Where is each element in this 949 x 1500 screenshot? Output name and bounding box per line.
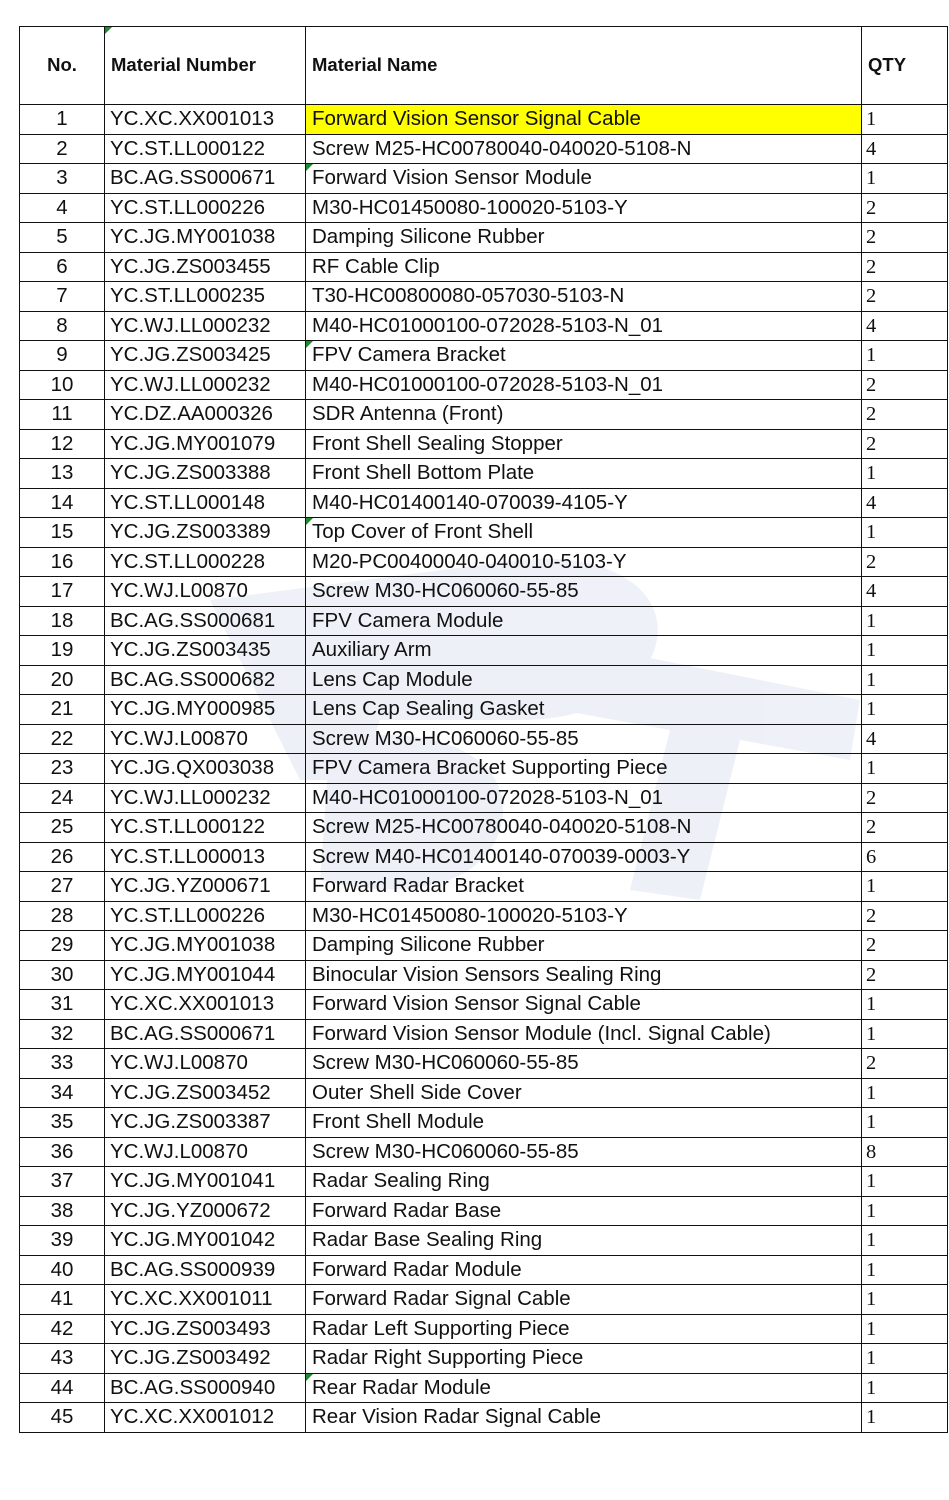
row-material-name (306, 1078, 862, 1108)
row-material-number: YC.JG.ZS003388 (105, 459, 306, 489)
row-qty: 2 (862, 429, 948, 459)
header-material-name: Material Name (306, 27, 862, 105)
row-no: 3 (20, 164, 105, 194)
row-material-name (306, 695, 862, 725)
row-material-name-label: Forward Radar Signal Cable (312, 1287, 571, 1310)
row-qty: 1 (862, 1167, 948, 1197)
row-material-name-label: Screw M30-HC060060-55-85 (312, 1051, 579, 1074)
row-material-number: YC.JG.ZS003425 (105, 341, 306, 371)
row-qty: 4 (862, 311, 948, 341)
row-material-name-label: Top Cover of Front Shell (312, 520, 534, 543)
table-row (20, 636, 948, 666)
table-row (20, 842, 948, 872)
table-row (20, 193, 948, 223)
row-qty: 1 (862, 990, 948, 1020)
row-no: 11 (20, 400, 105, 430)
row-qty: 2 (862, 783, 948, 813)
row-material-name-label: Screw M25-HC00780040-040020-5108-N (312, 136, 692, 160)
row-material-number: YC.ST.LL000228 (105, 547, 306, 577)
row-material-name-label: Radar Base Sealing Ring (312, 1228, 543, 1251)
row-material-name-label: Front Shell Module (312, 1110, 485, 1133)
table-row (20, 400, 948, 430)
row-qty: 1 (862, 1314, 948, 1344)
table-row (20, 1108, 948, 1138)
table-row (20, 1196, 948, 1226)
row-material-name (306, 901, 862, 931)
header-no: No. (20, 27, 105, 105)
header-material-number (105, 27, 306, 105)
row-no: 14 (20, 488, 105, 518)
row-material-name (306, 1019, 862, 1049)
row-material-name-label: Radar Left Supporting Piece (312, 1316, 570, 1340)
row-no: 21 (20, 695, 105, 725)
table-row (20, 1344, 948, 1374)
row-qty: 1 (862, 754, 948, 784)
row-material-name (306, 1167, 862, 1197)
row-no: 22 (20, 724, 105, 754)
row-material-name-label: RF Cable Clip (312, 254, 440, 278)
row-material-name (306, 931, 862, 961)
row-material-number: YC.ST.LL000226 (105, 901, 306, 931)
row-qty: 2 (862, 960, 948, 990)
row-material-name-label: Radar Right Supporting Piece (312, 1346, 584, 1369)
row-material-name-label: Lens Cap Module (312, 667, 473, 691)
row-qty: 1 (862, 1285, 948, 1315)
header-material-number-label: Material Number (111, 54, 256, 76)
row-no: 4 (20, 193, 105, 223)
row-qty: 1 (862, 164, 948, 194)
row-material-name-label: Rear Radar Module (312, 1375, 491, 1399)
row-material-number: YC.WJ.L00870 (105, 724, 306, 754)
row-qty: 2 (862, 193, 948, 223)
row-qty: 4 (862, 577, 948, 607)
row-material-number: BC.AG.SS000671 (105, 164, 306, 194)
table-row (20, 134, 948, 164)
table-row (20, 901, 948, 931)
row-material-name-label: Forward Vision Sensor Module (Incl. Signal Cable) (312, 1021, 771, 1045)
row-material-name-label: Auxiliary Arm (312, 638, 432, 661)
row-material-number: YC.ST.LL000013 (105, 842, 306, 872)
row-qty: 1 (862, 518, 948, 548)
row-material-name-label: Forward Radar Module (312, 1257, 522, 1281)
table-row (20, 164, 948, 194)
row-no: 19 (20, 636, 105, 666)
row-material-name (306, 370, 862, 400)
table-row (20, 311, 948, 341)
row-material-name (306, 252, 862, 282)
row-no: 23 (20, 754, 105, 784)
row-material-name (306, 665, 862, 695)
header-qty: QTY (862, 27, 948, 105)
row-no: 43 (20, 1344, 105, 1374)
table-row (20, 370, 948, 400)
row-material-number: YC.JG.MY001044 (105, 960, 306, 990)
row-qty: 1 (862, 459, 948, 489)
row-qty: 2 (862, 1049, 948, 1079)
table-row (20, 1019, 948, 1049)
row-material-number: YC.WJ.L00870 (105, 1049, 306, 1079)
row-material-number: YC.JG.ZS003493 (105, 1314, 306, 1344)
row-material-name (306, 636, 862, 666)
row-qty: 1 (862, 872, 948, 902)
row-material-name-label: Forward Radar Base (312, 1198, 502, 1222)
table-row (20, 1167, 948, 1197)
row-no: 25 (20, 813, 105, 843)
table-row (20, 459, 948, 489)
row-no: 39 (20, 1226, 105, 1256)
row-material-name-label: Damping Silicone Rubber (312, 933, 545, 956)
row-qty: 1 (862, 665, 948, 695)
table-row (20, 488, 948, 518)
row-material-name (306, 842, 862, 872)
row-material-number: YC.JG.MY000985 (105, 695, 306, 725)
row-no: 8 (20, 311, 105, 341)
row-qty: 2 (862, 547, 948, 577)
comment-marker-icon (306, 1374, 313, 1381)
row-no: 26 (20, 842, 105, 872)
row-material-name (306, 311, 862, 341)
row-material-name-label: Forward Vision Sensor Signal Cable (312, 107, 641, 130)
row-no: 44 (20, 1373, 105, 1403)
table-row (20, 724, 948, 754)
row-material-name (306, 1255, 862, 1285)
row-qty: 1 (862, 1255, 948, 1285)
row-material-name-label: M40-HC01000100-072028-5103-N_01 (312, 785, 664, 809)
row-material-name-label: Screw M30-HC060060-55-85 (312, 726, 579, 750)
row-no: 24 (20, 783, 105, 813)
row-qty: 4 (862, 724, 948, 754)
row-qty: 2 (862, 813, 948, 843)
table-row (20, 990, 948, 1020)
row-material-number: YC.JG.ZS003389 (105, 518, 306, 548)
row-material-name (306, 754, 862, 784)
row-material-number: YC.JG.ZS003492 (105, 1344, 306, 1374)
row-material-number: YC.ST.LL000122 (105, 813, 306, 843)
table-body (20, 105, 948, 1433)
row-material-name-label: M40-HC01400140-070039-4105-Y (312, 490, 628, 514)
row-no: 7 (20, 282, 105, 312)
row-material-name-label: Front Shell Bottom Plate (312, 461, 535, 484)
row-material-number: YC.XC.XX001012 (105, 1403, 306, 1433)
row-material-number: YC.XC.XX001013 (105, 990, 306, 1020)
row-material-number: YC.DZ.AA000326 (105, 400, 306, 430)
row-material-name (306, 1344, 862, 1374)
table-row (20, 960, 948, 990)
row-material-name (306, 1108, 862, 1138)
row-no: 16 (20, 547, 105, 577)
row-no: 28 (20, 901, 105, 931)
row-no: 42 (20, 1314, 105, 1344)
row-material-number: YC.JG.MY001042 (105, 1226, 306, 1256)
row-qty: 1 (862, 636, 948, 666)
bom-table (19, 26, 948, 1433)
row-material-number: YC.ST.LL000122 (105, 134, 306, 164)
row-no: 12 (20, 429, 105, 459)
table-row (20, 429, 948, 459)
comment-marker-icon (306, 518, 313, 525)
row-qty: 1 (862, 1373, 948, 1403)
row-no: 40 (20, 1255, 105, 1285)
row-material-name-label: FPV Camera Bracket Supporting Piece (312, 756, 668, 779)
row-material-name (306, 164, 862, 194)
row-no: 41 (20, 1285, 105, 1315)
row-no: 35 (20, 1108, 105, 1138)
row-material-name (306, 1049, 862, 1079)
row-material-number: YC.JG.QX003038 (105, 754, 306, 784)
row-qty: 2 (862, 931, 948, 961)
row-no: 33 (20, 1049, 105, 1079)
row-material-name (306, 400, 862, 430)
comment-marker-icon (105, 27, 112, 34)
row-material-name-label: M30-HC01450080-100020-5103-Y (312, 903, 628, 927)
row-material-name (306, 459, 862, 489)
table-row (20, 872, 948, 902)
row-material-name-label: Binocular Vision Sensors Sealing Ring (312, 962, 662, 986)
row-material-name (306, 1285, 862, 1315)
row-material-number: YC.XC.XX001011 (105, 1285, 306, 1315)
row-no: 15 (20, 518, 105, 548)
row-qty: 1 (862, 1078, 948, 1108)
row-material-name-label: Lens Cap Sealing Gasket (312, 697, 545, 720)
row-material-number: BC.AG.SS000940 (105, 1373, 306, 1403)
table-row (20, 813, 948, 843)
row-material-name-label: Front Shell Sealing Stopper (312, 431, 563, 455)
row-qty: 6 (862, 842, 948, 872)
table-row (20, 695, 948, 725)
row-no: 6 (20, 252, 105, 282)
table-row (20, 1255, 948, 1285)
table-row (20, 931, 948, 961)
row-material-number: YC.JG.ZS003455 (105, 252, 306, 282)
table-row (20, 783, 948, 813)
row-material-name (306, 990, 862, 1020)
row-material-number: YC.JG.MY001079 (105, 429, 306, 459)
row-qty: 1 (862, 1344, 948, 1374)
row-material-name (306, 606, 862, 636)
row-material-number: YC.JG.ZS003387 (105, 1108, 306, 1138)
row-material-name (306, 223, 862, 253)
table-header-row (20, 27, 948, 105)
row-material-name-label: Forward Radar Bracket (312, 874, 524, 897)
row-no: 27 (20, 872, 105, 902)
row-material-name (306, 1137, 862, 1167)
row-material-name (306, 1314, 862, 1344)
row-material-name-label: Screw M30-HC060060-55-85 (312, 1139, 579, 1163)
row-material-name (306, 547, 862, 577)
row-material-number: YC.JG.YZ000671 (105, 872, 306, 902)
row-material-name (306, 1226, 862, 1256)
row-no: 34 (20, 1078, 105, 1108)
row-qty: 1 (862, 1403, 948, 1433)
row-material-name (306, 518, 862, 548)
row-no: 10 (20, 370, 105, 400)
row-no: 45 (20, 1403, 105, 1433)
row-qty: 1 (862, 1019, 948, 1049)
comment-marker-icon (306, 341, 313, 348)
row-material-name (306, 872, 862, 902)
row-no: 20 (20, 665, 105, 695)
table-row (20, 1226, 948, 1256)
row-material-name (306, 1196, 862, 1226)
table-row (20, 282, 948, 312)
row-material-name-label: M40-HC01000100-072028-5103-N_01 (312, 313, 664, 337)
row-material-name-label: FPV Camera Bracket (312, 343, 506, 366)
table-row (20, 1049, 948, 1079)
row-material-name (306, 429, 862, 459)
table-row (20, 577, 948, 607)
row-qty: 1 (862, 1108, 948, 1138)
row-material-name-label: M20-PC00400040-040010-5103-Y (312, 549, 627, 573)
row-no: 1 (20, 105, 105, 135)
row-material-name-label: Forward Vision Sensor Signal Cable (312, 992, 641, 1015)
row-material-name (306, 724, 862, 754)
row-qty: 2 (862, 252, 948, 282)
row-material-number: BC.AG.SS000681 (105, 606, 306, 636)
row-no: 31 (20, 990, 105, 1020)
row-material-name-label: Forward Vision Sensor Module (312, 166, 592, 189)
row-material-number: YC.WJ.LL000232 (105, 370, 306, 400)
row-no: 29 (20, 931, 105, 961)
row-qty: 2 (862, 400, 948, 430)
row-material-number: BC.AG.SS000939 (105, 1255, 306, 1285)
row-material-number: YC.JG.MY001038 (105, 223, 306, 253)
row-qty: 2 (862, 282, 948, 312)
row-material-name-label: FPV Camera Module (312, 608, 504, 632)
row-material-name (306, 282, 862, 312)
row-material-name (306, 341, 862, 371)
table-row (20, 223, 948, 253)
row-qty: 1 (862, 606, 948, 636)
row-material-name (306, 577, 862, 607)
row-qty: 1 (862, 105, 948, 135)
row-material-name (306, 193, 862, 223)
row-qty: 2 (862, 901, 948, 931)
row-material-name (306, 813, 862, 843)
comment-marker-icon (306, 164, 313, 171)
row-material-number: YC.JG.ZS003452 (105, 1078, 306, 1108)
row-material-name-label: T30-HC00800080-057030-5103-N (312, 284, 625, 307)
row-material-number: BC.AG.SS000682 (105, 665, 306, 695)
row-material-name-label: SDR Antenna (Front) (312, 402, 504, 425)
table-row (20, 1137, 948, 1167)
row-material-number: YC.JG.ZS003435 (105, 636, 306, 666)
row-no: 18 (20, 606, 105, 636)
row-no: 38 (20, 1196, 105, 1226)
row-material-number: YC.XC.XX001013 (105, 105, 306, 135)
row-material-number: YC.ST.LL000226 (105, 193, 306, 223)
table-row (20, 518, 948, 548)
row-material-name (306, 1403, 862, 1433)
row-no: 37 (20, 1167, 105, 1197)
row-material-name-label: Damping Silicone Rubber (312, 225, 545, 248)
table-row (20, 105, 948, 135)
row-qty: 2 (862, 223, 948, 253)
row-no: 36 (20, 1137, 105, 1167)
row-qty: 1 (862, 1196, 948, 1226)
row-material-name (306, 1373, 862, 1403)
row-qty: 1 (862, 695, 948, 725)
row-no: 32 (20, 1019, 105, 1049)
row-material-number: YC.WJ.LL000232 (105, 783, 306, 813)
row-qty: 8 (862, 1137, 948, 1167)
row-material-name-label: M30-HC01450080-100020-5103-Y (312, 195, 628, 219)
row-material-number: YC.JG.YZ000672 (105, 1196, 306, 1226)
table-row (20, 1285, 948, 1315)
table-row (20, 1078, 948, 1108)
table-row (20, 754, 948, 784)
row-material-name-label: M40-HC01000100-072028-5103-N_01 (312, 372, 664, 396)
row-material-number: YC.JG.MY001038 (105, 931, 306, 961)
row-material-number: BC.AG.SS000671 (105, 1019, 306, 1049)
row-material-number: YC.WJ.L00870 (105, 1137, 306, 1167)
row-material-name-label: Screw M25-HC00780040-040020-5108-N (312, 815, 692, 838)
row-material-name-label: Rear Vision Radar Signal Cable (312, 1405, 602, 1428)
row-material-name-label: Radar Sealing Ring (312, 1169, 490, 1192)
table-row (20, 341, 948, 371)
row-qty: 1 (862, 1226, 948, 1256)
row-material-name-label: Screw M40-HC01400140-070039-0003-Y (312, 844, 691, 868)
table-row (20, 665, 948, 695)
row-material-name-label: Screw M30-HC060060-55-85 (312, 579, 579, 602)
row-no: 5 (20, 223, 105, 253)
row-qty: 2 (862, 370, 948, 400)
row-material-name (306, 960, 862, 990)
row-no: 13 (20, 459, 105, 489)
row-material-name (306, 134, 862, 164)
table-row (20, 606, 948, 636)
row-qty: 4 (862, 488, 948, 518)
row-material-name (306, 783, 862, 813)
row-no: 2 (20, 134, 105, 164)
table-row (20, 1403, 948, 1433)
row-material-name (306, 105, 862, 135)
row-material-number: YC.WJ.LL000232 (105, 311, 306, 341)
row-qty: 1 (862, 341, 948, 371)
row-material-name (306, 488, 862, 518)
row-material-name-label: Outer Shell Side Cover (312, 1080, 522, 1104)
row-no: 9 (20, 341, 105, 371)
row-qty: 4 (862, 134, 948, 164)
row-material-number: YC.JG.MY001041 (105, 1167, 306, 1197)
row-material-number: YC.WJ.L00870 (105, 577, 306, 607)
row-no: 30 (20, 960, 105, 990)
table-row (20, 252, 948, 282)
table-row (20, 1314, 948, 1344)
row-material-number: YC.ST.LL000148 (105, 488, 306, 518)
table-row (20, 547, 948, 577)
row-material-number: YC.ST.LL000235 (105, 282, 306, 312)
table-row (20, 1373, 948, 1403)
row-no: 17 (20, 577, 105, 607)
